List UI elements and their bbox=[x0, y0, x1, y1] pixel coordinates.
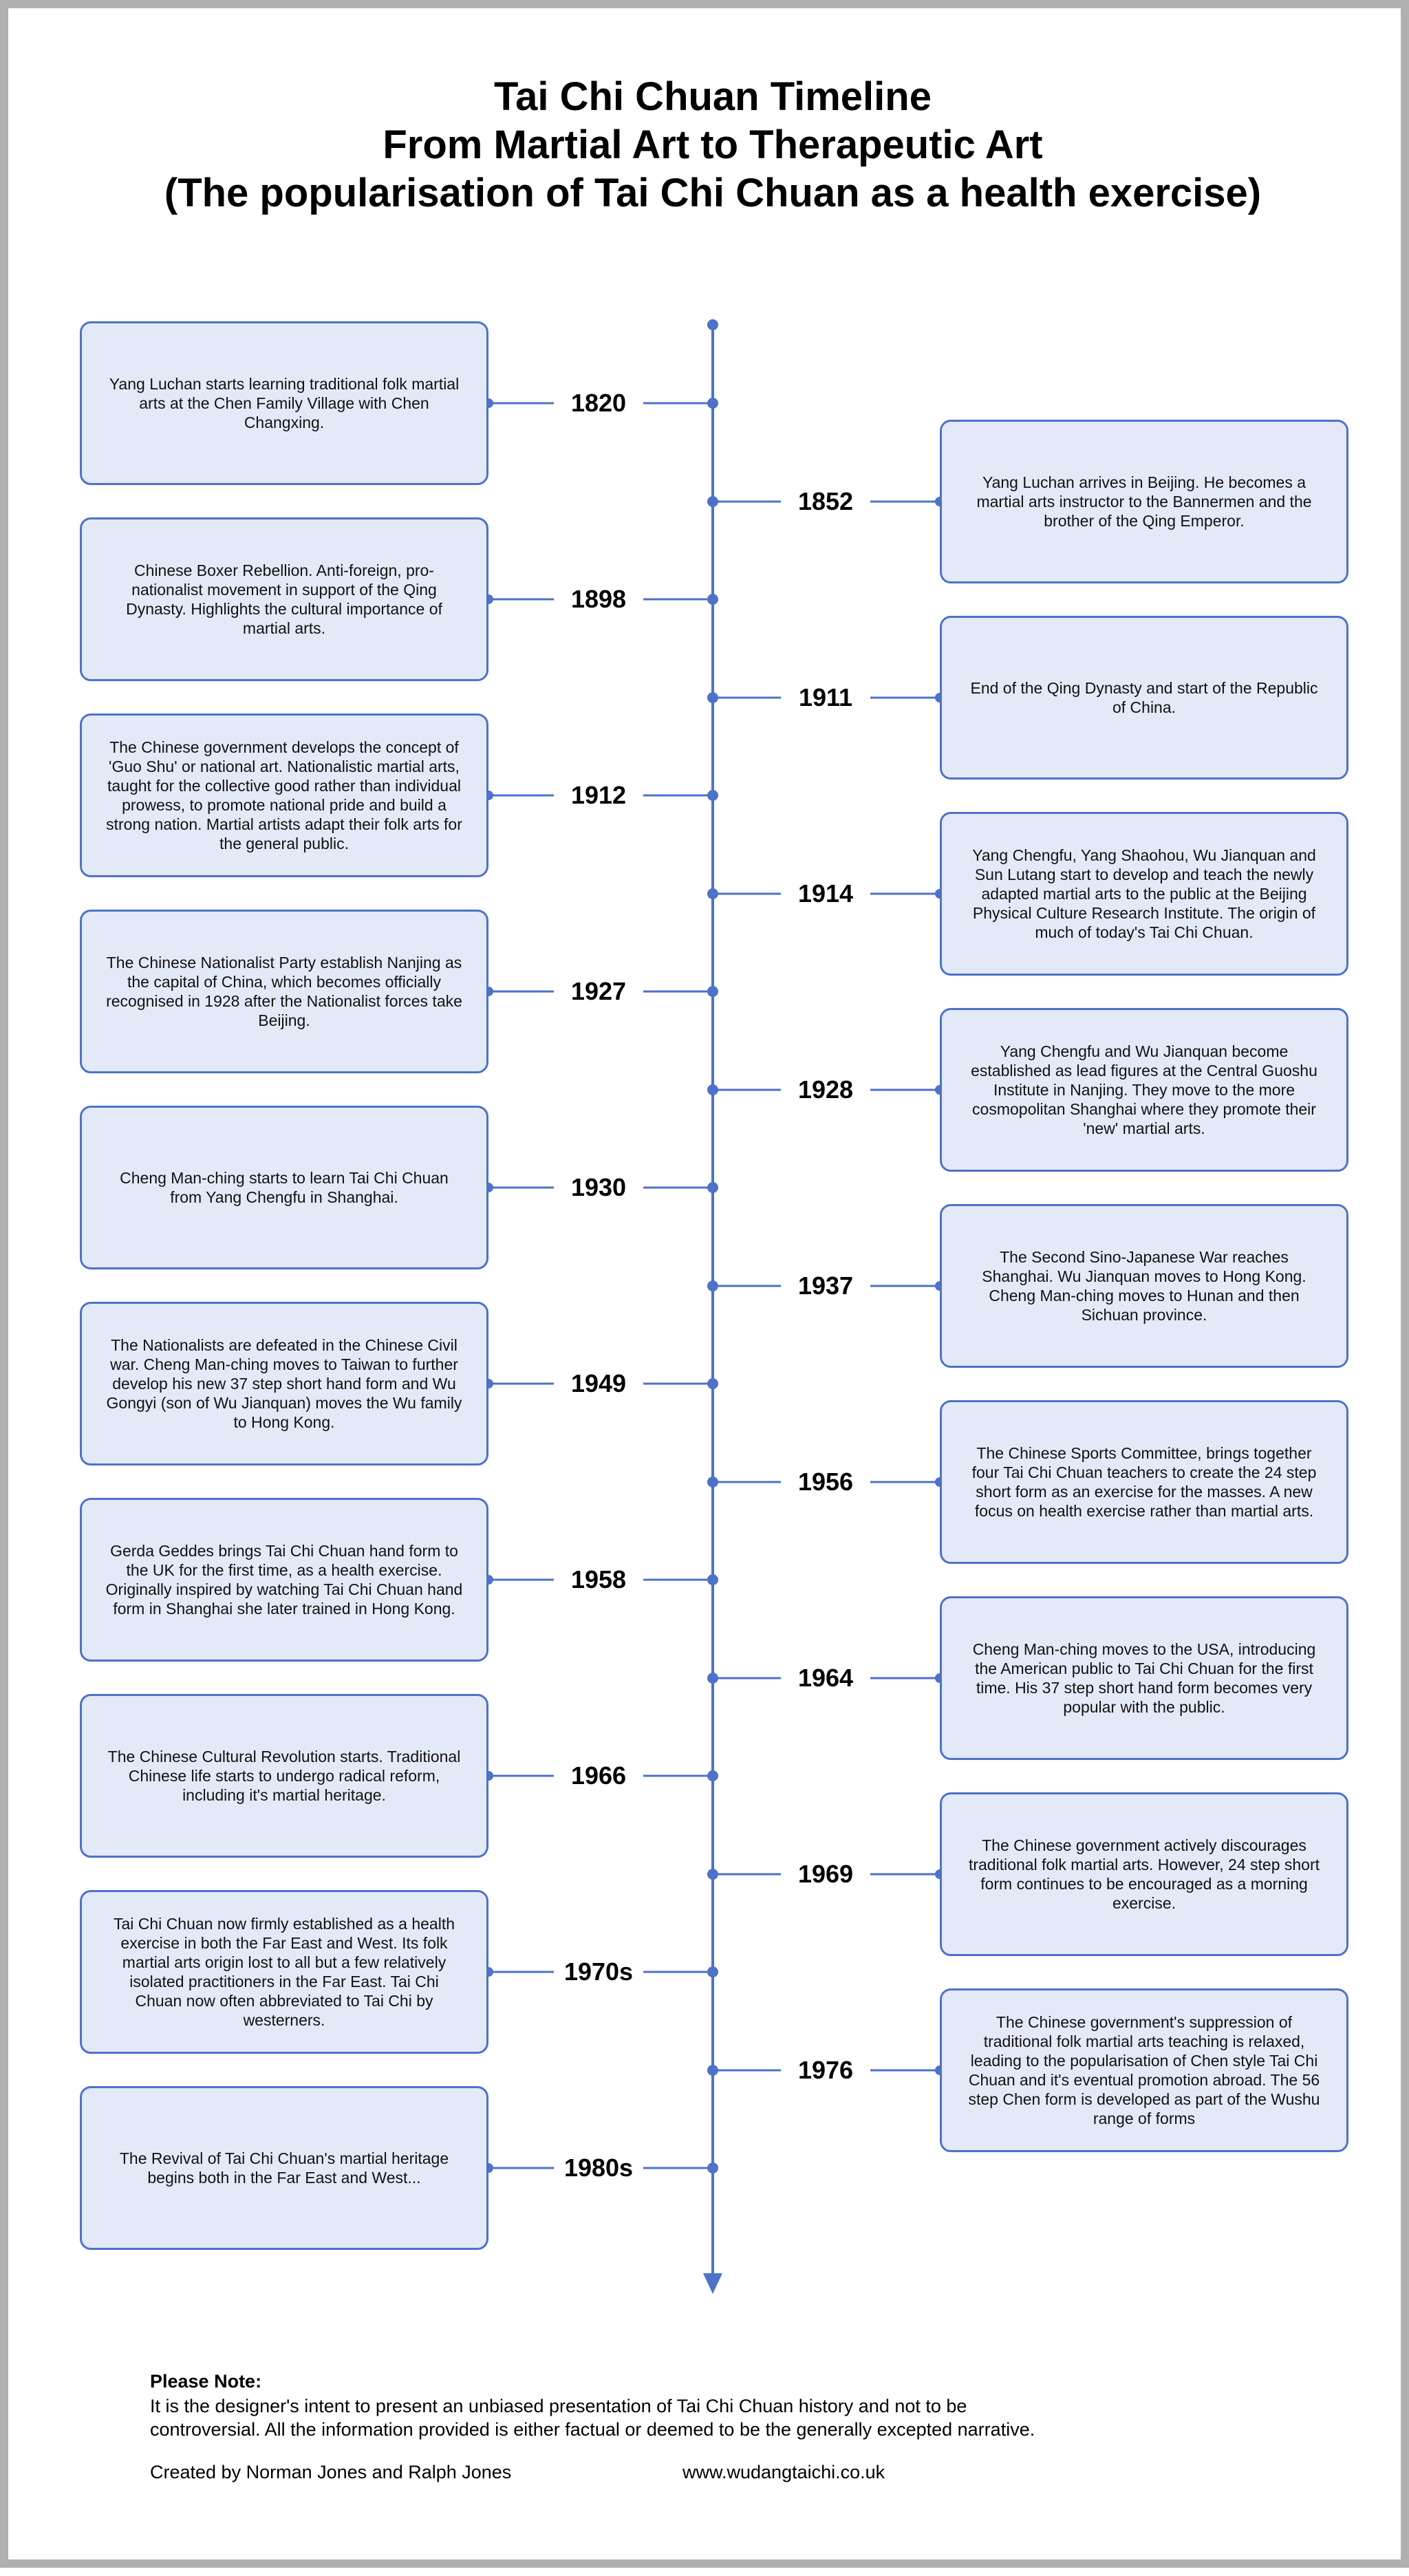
event-box-1914 bbox=[940, 812, 1348, 976]
axis-dot bbox=[707, 1280, 718, 1291]
event-box-1958 bbox=[80, 1498, 488, 1662]
year-label-1966: 1966 bbox=[554, 1762, 643, 1790]
event-text: Chinese Boxer Rebellion. Anti-foreign, pro-nationalist movement in support of the Qing Dynasty. Highlights the cultural importance of martial arts. bbox=[126, 561, 442, 637]
event-box-1928 bbox=[940, 1008, 1348, 1172]
title-line-2: From Martial Art to Therapeutic Art bbox=[383, 122, 1043, 167]
year-label-1937: 1937 bbox=[781, 1272, 870, 1300]
event-box-1970s bbox=[80, 1890, 488, 2054]
axis-dot bbox=[707, 1673, 718, 1684]
axis-dot bbox=[707, 790, 718, 801]
axis-dot bbox=[707, 986, 718, 997]
credits-website[interactable]: www.wudangtaichi.co.uk bbox=[682, 2462, 885, 2482]
axis-arrow-head bbox=[703, 2273, 722, 2294]
note-line-2: controversial. All the information provided is either factual or deemed to be the generally excepted narrative. bbox=[150, 2419, 1035, 2440]
event-box-1949 bbox=[80, 1302, 488, 1466]
event-box-1956 bbox=[940, 1400, 1348, 1564]
year-label-1956: 1956 bbox=[781, 1468, 870, 1496]
title-line-1: Tai Chi Chuan Timeline bbox=[494, 74, 932, 119]
year-label-1930: 1930 bbox=[554, 1174, 643, 1201]
event-box-1937 bbox=[940, 1204, 1348, 1368]
year-label-1969: 1969 bbox=[781, 1860, 870, 1888]
event-box-1969 bbox=[940, 1792, 1348, 1956]
event-text: Yang Chengfu and Wu Jianquan become established as lead figures at the Central Guoshu Institute in Nanjing. They move to the more cosmopolitan Shanghai where they promote their 'new' martial arts. bbox=[971, 1042, 1317, 1137]
axis-dot bbox=[707, 1574, 718, 1585]
event-box-1976 bbox=[940, 1988, 1348, 2152]
event-text: Yang Luchan arrives in Beijing. He becomes a martial arts instructor to the Bannermen and the brother of the Qing Emperor. bbox=[976, 473, 1312, 530]
event-text: End of the Qing Dynasty and start of the Republic of China. bbox=[970, 679, 1318, 716]
event-text: The Chinese government develops the concept of 'Guo Shu' or national art. Nationalistic martial arts, taught for the collective good rather than individual prowess, to promote national pride and build a strong nation. Martial artists adapt their folk arts for the general public. bbox=[106, 738, 462, 852]
axis-dot bbox=[707, 2162, 718, 2174]
title-line-3: (The popularisation of Tai Chi Chuan as a health exercise) bbox=[164, 171, 1262, 215]
event-text: The Second Sino-Japanese War reaches Shanghai. Wu Jianquan moves to Hong Kong. Cheng Man-ching moves to Hunan and then Sichuan province. bbox=[982, 1248, 1306, 1324]
note-line-1: It is the designer's intent to present an unbiased presentation of Tai Chi Chuan history and not to be bbox=[150, 2396, 967, 2416]
year-label-1852: 1852 bbox=[781, 488, 870, 515]
axis-dot bbox=[707, 398, 718, 409]
credits-authors: Created by Norman Jones and Ralph Jones bbox=[150, 2462, 512, 2482]
event-text: Yang Chengfu, Yang Shaohou, Wu Jianquan and Sun Lutang start to develop and teach the newly adapted martial arts to the public at the Beijing Physical Culture Research Institute. The origin of much of today's Tai Chi Chuan. bbox=[972, 846, 1316, 941]
year-label-1912: 1912 bbox=[554, 782, 643, 809]
event-text: The Chinese Nationalist Party establish Nanjing as the capital of China, which becomes officially recognised in 1928 after the Nationalist forces take Beijing. bbox=[106, 954, 462, 1029]
event-text: The Chinese Cultural Revolution starts. Traditional Chinese life starts to undergo radical reform, including it's martial heritage. bbox=[107, 1748, 461, 1804]
event-text: Cheng Man-ching moves to the USA, introducing the American public to Tai Chi Chuan for the first time. His 37 step short hand form becomes very popular with the public. bbox=[972, 1640, 1316, 1716]
event-box-1911 bbox=[940, 616, 1348, 780]
year-label-1964: 1964 bbox=[781, 1664, 870, 1692]
note-heading: Please Note: bbox=[150, 2371, 262, 2392]
event-box-1912 bbox=[80, 713, 488, 877]
axis-dot bbox=[707, 1966, 718, 1977]
year-label-1820: 1820 bbox=[554, 389, 643, 417]
event-text: The Chinese Sports Committee, brings together four Tai Chi Chuan teachers to create the 24 step short form as an exercise for the masses. A new focus on health exercise rather than martial arts. bbox=[971, 1444, 1317, 1520]
event-box-1927 bbox=[80, 910, 488, 1073]
axis-dot bbox=[707, 1182, 718, 1193]
event-text: The Chinese government actively discourages traditional folk martial arts. However, 24 step short form continues to be encouraged as a morning exercise. bbox=[968, 1836, 1320, 1912]
event-box-1964 bbox=[940, 1596, 1348, 1760]
axis-dot bbox=[707, 2065, 718, 2076]
axis-dot bbox=[707, 1869, 718, 1880]
year-label-1976: 1976 bbox=[781, 2057, 870, 2084]
axis-dot bbox=[707, 496, 718, 507]
event-text: Tai Chi Chuan now firmly established as a health exercise in both the Far East and West. Its folk martial arts origin lost to all but a few relatively isolated practitioners in the Far East. Tai Chi Chuan now often abbreviated to Tai Chi by westerners. bbox=[113, 1915, 455, 2029]
year-label-1928: 1928 bbox=[781, 1076, 870, 1104]
event-box-1980s bbox=[80, 2086, 488, 2250]
axis-dot bbox=[707, 1477, 718, 1488]
event-text: The Revival of Tai Chi Chuan's martial heritage begins both in the Far East and West... bbox=[119, 2149, 449, 2187]
event-box-1852 bbox=[940, 420, 1348, 583]
year-label-1927: 1927 bbox=[554, 978, 643, 1005]
axis-dot bbox=[707, 594, 718, 605]
axis-dot bbox=[707, 1770, 718, 1781]
year-label-1980s: 1980s bbox=[554, 2154, 643, 2182]
event-text: Yang Luchan starts learning traditional folk martial arts at the Chen Family Village with Chen Changxing. bbox=[109, 375, 460, 431]
year-label-1949: 1949 bbox=[554, 1370, 643, 1397]
year-label-1970s: 1970s bbox=[554, 1958, 643, 1986]
year-label-1958: 1958 bbox=[554, 1566, 643, 1593]
year-label-1898: 1898 bbox=[554, 586, 643, 613]
event-box-1898 bbox=[80, 517, 488, 681]
axis-dot bbox=[707, 1378, 718, 1389]
event-box-1930 bbox=[80, 1106, 488, 1269]
axis-dot bbox=[707, 888, 718, 899]
axis-dot bbox=[707, 692, 718, 703]
event-box-1966 bbox=[80, 1694, 488, 1858]
event-text: Cheng Man-ching starts to learn Tai Chi Chuan from Yang Chengfu in Shanghai. bbox=[120, 1169, 449, 1206]
event-text: The Nationalists are defeated in the Chinese Civil war. Cheng Man-ching moves to Taiwan to further develop his new 37 step short hand form and Wu Gongyi (son of Wu Jianquan) moves the Wu family to Hong Kong. bbox=[106, 1336, 462, 1431]
event-box-1820 bbox=[80, 321, 488, 485]
axis-start-dot bbox=[707, 319, 718, 330]
year-label-1914: 1914 bbox=[781, 880, 870, 908]
event-text: Gerda Geddes brings Tai Chi Chuan hand form to the UK for the first time, as a health exercise. Originally inspired by watching Tai Chi Chuan hand form in Shanghai she later trained in Hong Kong. bbox=[105, 1542, 463, 1618]
axis-dot bbox=[707, 1084, 718, 1095]
year-label-1911: 1911 bbox=[781, 684, 870, 711]
event-text: The Chinese government's suppression of traditional folk martial arts teaching is relaxed, leading to the popularisation of Chen style Tai Chi Chuan and it's eventual promotion abroad. The 56 step Chen form is developed as part of the Wushu range of forms bbox=[968, 2013, 1320, 2127]
